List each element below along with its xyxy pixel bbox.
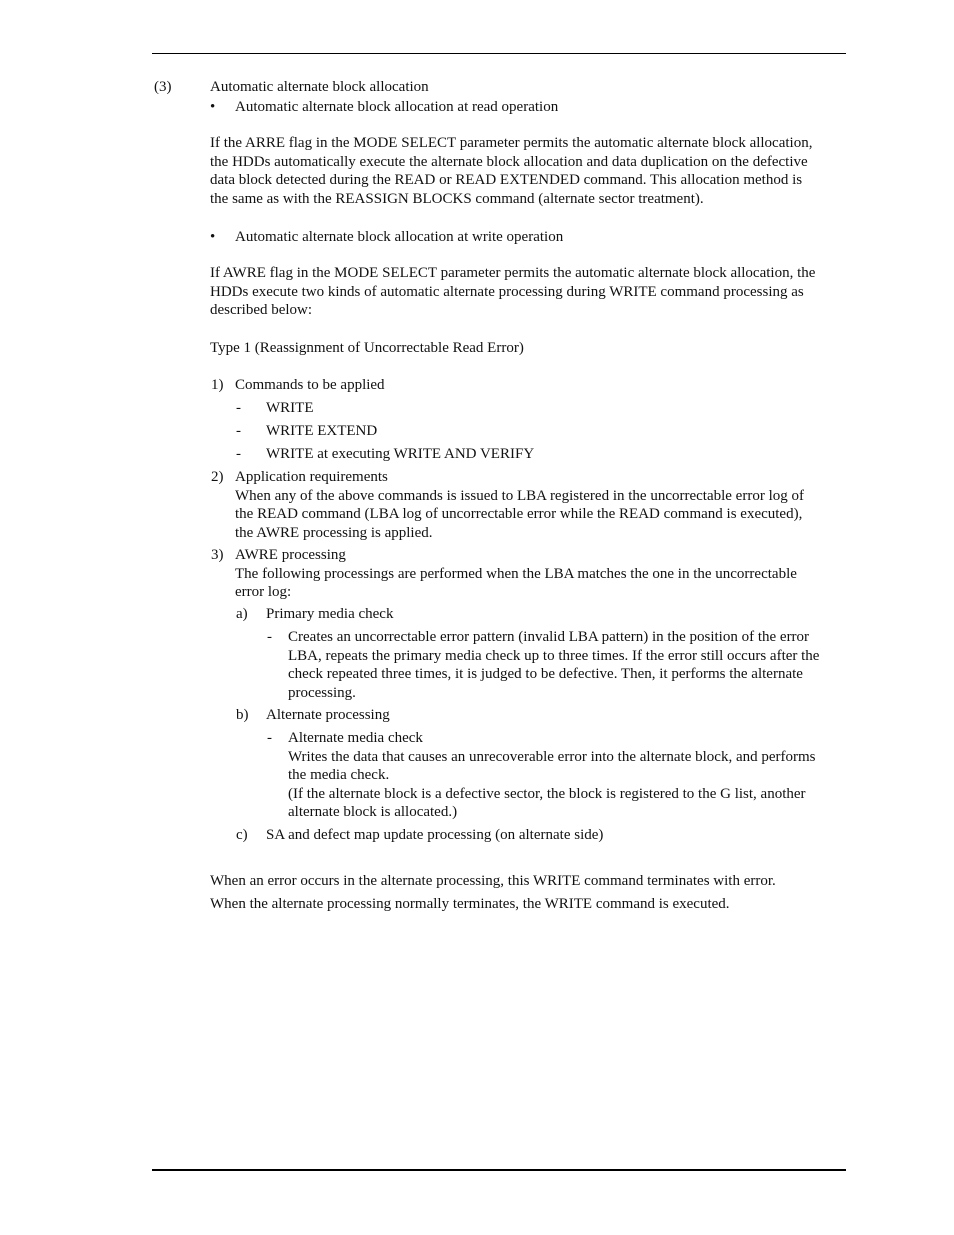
command-dash: - [236, 446, 241, 462]
command-write: WRITE [266, 400, 314, 416]
read-op-heading: Automatic alternate block allocation at read operation [235, 99, 559, 115]
command-write-verify: WRITE at executing WRITE AND VERIFY [266, 446, 535, 462]
footer-rule [152, 1169, 846, 1171]
read-op-paragraph: If the ARRE flag in the MODE SELECT parameter permits the automatic alternate block allocation, the HDDs automatically execute the alternate block allocation and data duplication on the defective data block detected during the READ or READ EXTENDED command. This allocation method is the same as with the REASSIGN BLOCKS command (alternate sector treatment). [210, 135, 813, 207]
command-write-extend: WRITE EXTEND [266, 423, 378, 439]
closing-line-2: When the alternate processing normally terminates, the WRITE command is executed. [210, 896, 730, 912]
item-2-number: 2) [211, 469, 224, 485]
sub-a-text: Creates an uncorrectable error pattern (invalid LBA pattern) in the position of the error LBA, repeats the primary media check up to three times. If the error still occurs after the check repeated three times, it is judged to be defective. Then, it performs the alternate processing. [288, 629, 820, 701]
sub-b-text: Alternate media check Writes the data that causes an unrecoverable error into the alternate block, and performs the media check. (If the alternate block is a defective sector, the block is registered to the G list, another alternate block is allocated.) [288, 730, 816, 820]
command-dash: - [236, 423, 241, 439]
header-rule [152, 53, 846, 54]
section-number: (3) [154, 79, 172, 95]
closing-line-1: When an error occurs in the alternate processing, this WRITE command terminates with error. [210, 873, 776, 889]
type1-heading: Type 1 (Reassignment of Uncorrectable Read Error) [210, 340, 524, 356]
section-title: Automatic alternate block allocation [210, 79, 429, 95]
sub-c-letter: c) [236, 827, 248, 843]
sub-a-label: Primary media check [266, 606, 394, 622]
command-dash: - [236, 400, 241, 416]
bullet-read: • [210, 99, 216, 115]
bullet-write: • [210, 229, 216, 245]
item-1-label: Commands to be applied [235, 377, 385, 393]
write-op-heading: Automatic alternate block allocation at write operation [235, 229, 564, 245]
sub-a-letter: a) [236, 606, 248, 622]
item-3-text: AWRE processing The following processings are performed when the LBA matches the one in the uncorrectable error log: [235, 547, 797, 600]
sub-b-label: Alternate processing [266, 707, 390, 723]
write-op-paragraph: If AWRE flag in the MODE SELECT parameter permits the automatic alternate block allocation, the HDDs execute two kinds of automatic alternate processing during WRITE command processing as described below: [210, 265, 816, 318]
sub-b-letter: b) [236, 707, 249, 723]
item-3-number: 3) [211, 547, 224, 563]
item-2-text: Application requirements When any of the above commands is issued to LBA registered in the uncorrectable error log of the READ command (LBA log of uncorrectable error while the READ command is executed), the AWRE processing is applied. [235, 469, 804, 541]
sub-b-dash: - [267, 730, 272, 746]
item-1-number: 1) [211, 377, 224, 393]
sub-a-dash: - [267, 629, 272, 645]
sub-c-label: SA and defect map update processing (on alternate side) [266, 827, 604, 843]
